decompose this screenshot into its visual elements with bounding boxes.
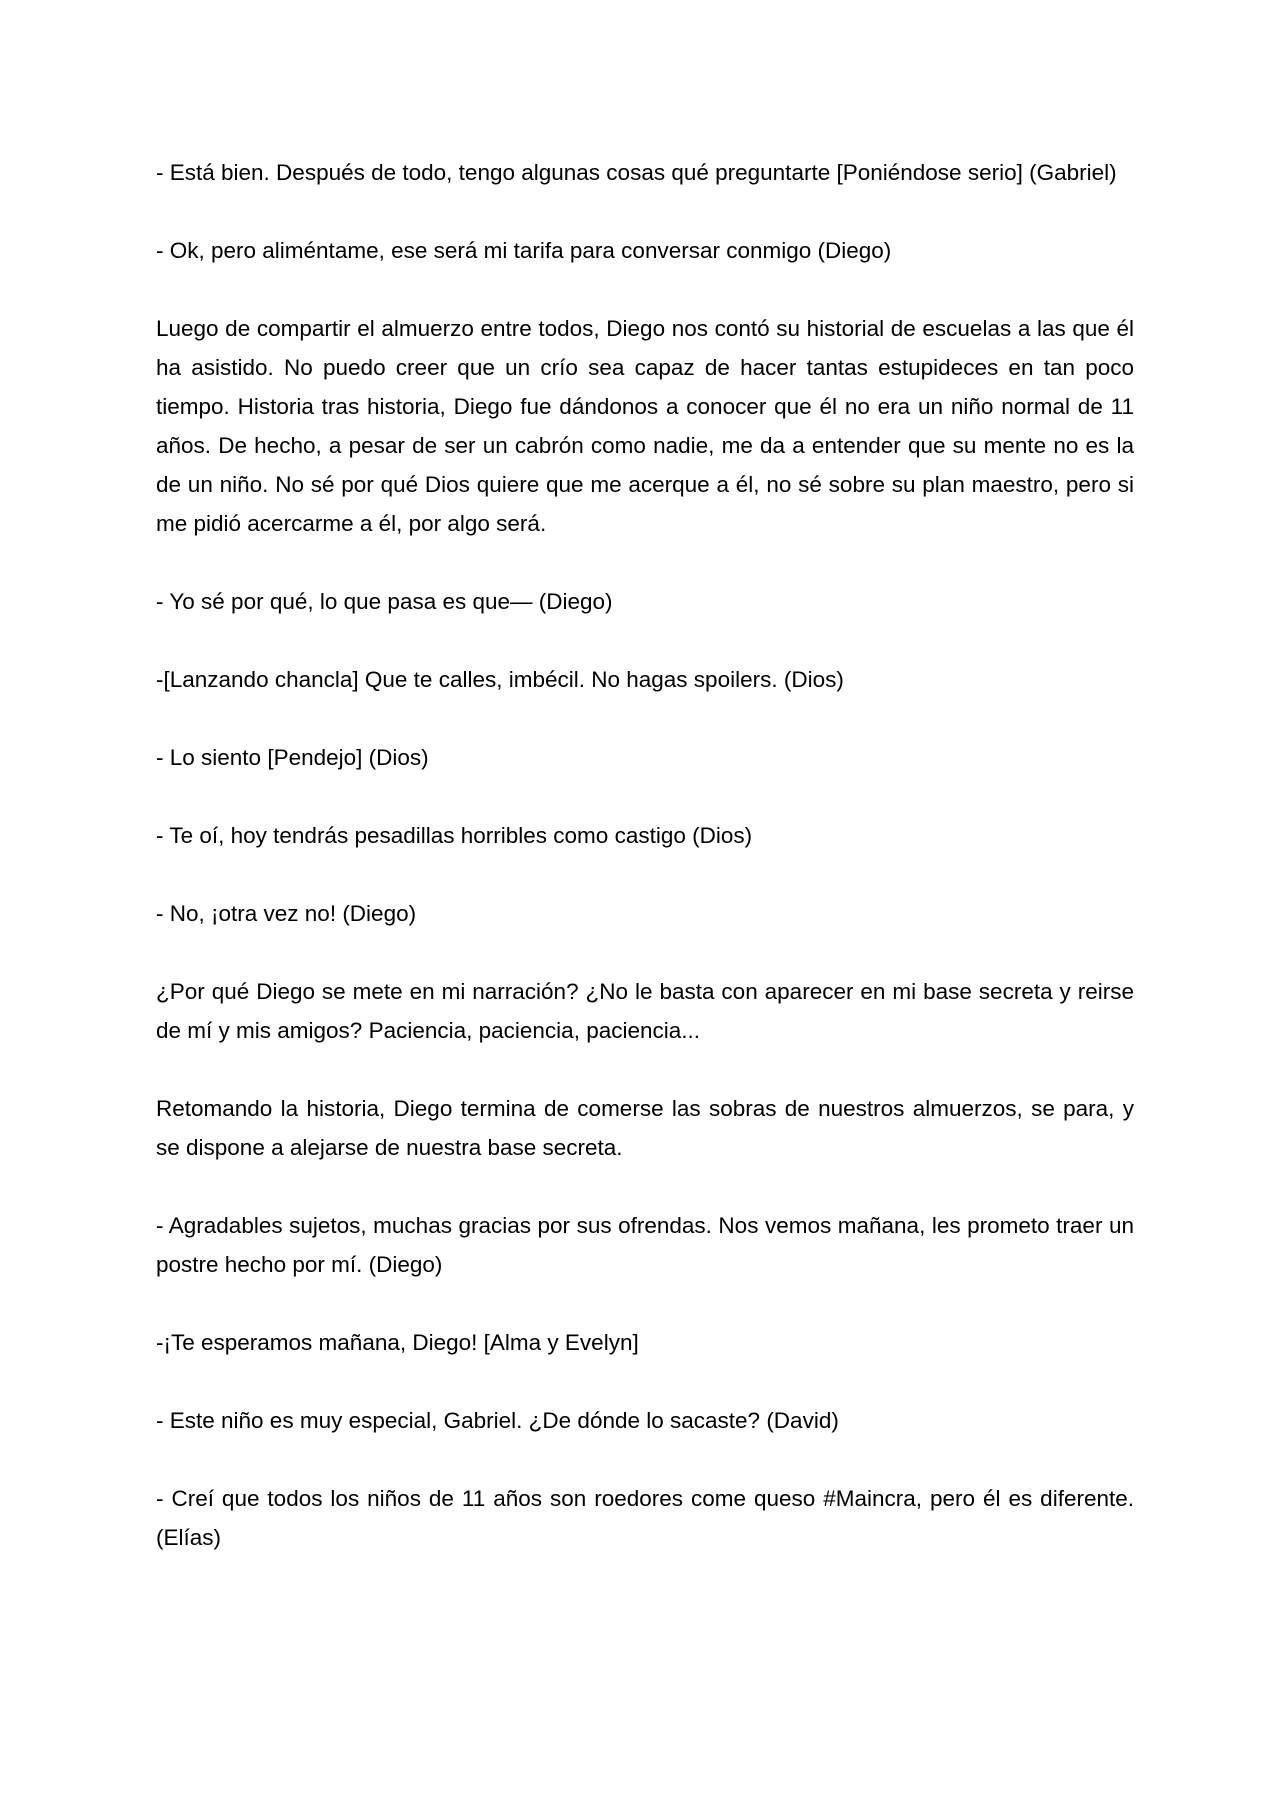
dialogue-paragraph: -[Lanzando chancla] Que te calles, imbécil. No hagas spoilers. (Dios): [156, 667, 844, 692]
dialogue-paragraph: - Está bien. Después de todo, tengo algunas cosas qué preguntarte [Poniéndose serio] (Gabriel): [156, 160, 1117, 185]
dialogue-paragraph: - Ok, pero aliméntame, ese será mi tarifa para conversar conmigo (Diego): [156, 238, 892, 263]
document-body: [156, 153, 1134, 1596]
narration-paragraph: Luego de compartir el almuerzo entre todos, Diego nos contó su historial de escuelas a las que él ha asistido. No puedo creer que un crío sea capaz de hacer tantas estupideces en tan poco tiempo. Historia tras historia, Diego fue dándonos a conocer que él no era un niño normal de 11 años. De hecho, a pesar de ser un cabrón como nadie, me da a entender que su mente no es la de un niño. No sé por qué Dios quiere que me acerque a él, no sé sobre su plan maestro, pero si me pidió acercarme a él, por algo será.: [156, 316, 1134, 536]
dialogue-paragraph: - Te oí, hoy tendrás pesadillas horribles como castigo (Dios): [156, 823, 753, 848]
narration-paragraph: ¿Por qué Diego se mete en mi narración? ¿No le basta con aparecer en mi base secreta y reirse de mí y mis amigos? Paciencia, paciencia, paciencia...: [156, 979, 1134, 1043]
dialogue-paragraph: - No, ¡otra vez no! (Diego): [156, 901, 417, 926]
dialogue-paragraph: - Lo siento [Pendejo] (Dios): [156, 745, 429, 770]
dialogue-paragraph: - Agradables sujetos, muchas gracias por sus ofrendas. Nos vemos mañana, les prometo traer un postre hecho por mí. (Diego): [156, 1213, 1134, 1277]
dialogue-paragraph: -¡Te esperamos mañana, Diego! [Alma y Evelyn]: [156, 1330, 639, 1355]
dialogue-paragraph: - Creí que todos los niños de 11 años son roedores come queso #Maincra, pero él es diferente. (Elías): [156, 1486, 1134, 1550]
dialogue-paragraph: - Este niño es muy especial, Gabriel. ¿De dónde lo sacaste? (David): [156, 1408, 839, 1433]
narration-paragraph: Retomando la historia, Diego termina de comerse las sobras de nuestros almuerzos, se para, y se dispone a alejarse de nuestra base secreta.: [156, 1096, 1134, 1160]
dialogue-paragraph: - Yo sé por qué, lo que pasa es que— (Diego): [156, 589, 613, 614]
